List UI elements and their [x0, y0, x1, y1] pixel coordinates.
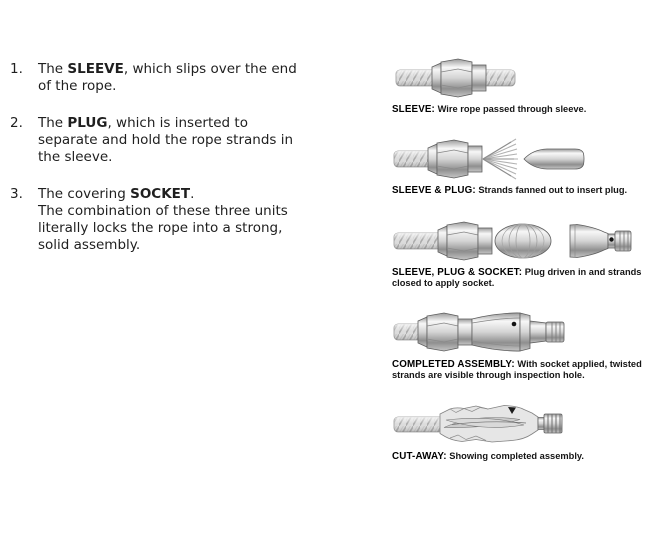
inspection-hole [512, 322, 517, 327]
figure-caption: SLEEVE & PLUG: Strands fanned out to insert plug. [392, 185, 628, 196]
strands-fanned-plug-icon [392, 136, 632, 182]
item-number: 2. [10, 115, 23, 131]
sleeve-fitting [428, 140, 482, 178]
figure-sleeve-plug-socket [392, 218, 650, 289]
item-line: the sleeve. [38, 149, 113, 165]
item-line: The SLEEVE, which slips over the end [38, 61, 297, 77]
plug-part [524, 149, 584, 169]
sleeve-fitting [432, 59, 486, 97]
inspection-hole [609, 237, 613, 241]
item-line: literally locks the rope into a strong, [38, 220, 283, 236]
socket-applied [472, 313, 564, 351]
plug-driven-socket-icon [392, 218, 632, 264]
instruction-list [10, 61, 340, 274]
figure-sleeve-plug [392, 136, 650, 196]
item-line: of the rope. [38, 78, 117, 94]
completed-assembly-icon [392, 308, 632, 356]
item-number: 1. [10, 61, 23, 77]
item-line: The combination of these three units [38, 203, 288, 219]
figure-sleeve [392, 55, 650, 115]
figure-caption: COMPLETED ASSEMBLY: With socket applied, twisted strands are visible through inspection hole. [392, 359, 642, 380]
item-line: The PLUG, which is inserted to [38, 115, 248, 131]
fanned-strands [483, 139, 518, 179]
closed-strands-bulb [495, 224, 551, 258]
figure-completed-assembly [392, 308, 650, 381]
figure-column [392, 0, 650, 536]
item-line: separate and hold the rope strands in [38, 132, 294, 148]
figure-caption: SLEEVE: Wire rope passed through sleeve. [392, 104, 587, 115]
figure-cutaway [392, 400, 650, 462]
sleeve-fitting [438, 222, 492, 260]
list-item-socket [10, 186, 340, 254]
cutaway-shell [440, 406, 538, 443]
figure-caption: CUT-AWAY: Showing completed assembly. [392, 451, 584, 462]
rope-through-sleeve-icon [392, 55, 632, 101]
threaded-end [538, 414, 562, 433]
figure-caption: SLEEVE, PLUG & SOCKET: Plug driven in and strands closed to apply socket. [392, 267, 642, 288]
sleeve-fitting [418, 313, 472, 351]
wire-rope [394, 417, 444, 432]
list-item-plug [10, 115, 340, 166]
item-number: 3. [10, 186, 23, 202]
item-line: The covering SOCKET. [38, 186, 195, 202]
item-line: solid assembly. [38, 237, 141, 253]
list-item-sleeve [10, 61, 340, 95]
socket-part [570, 225, 631, 258]
cutaway-assembly-icon [392, 400, 632, 448]
